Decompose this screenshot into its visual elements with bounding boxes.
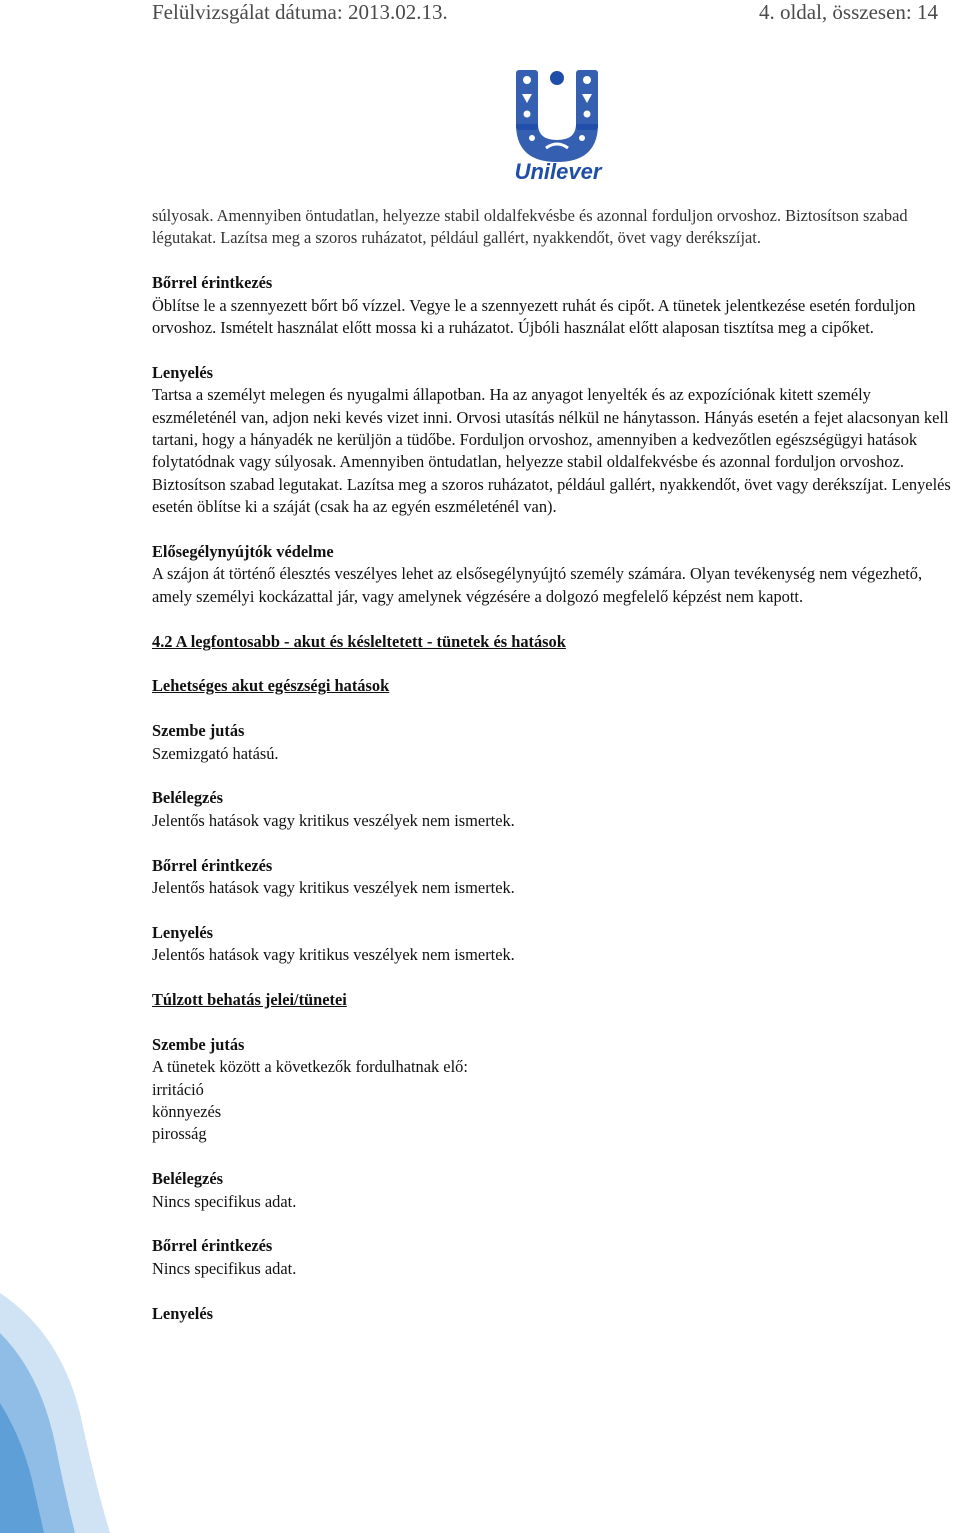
page-number: 4. oldal, összesen: 14 <box>758 0 938 24</box>
overexposure-skin-section <box>152 1235 957 1280</box>
acute-effects-title: Lehetséges akut egészségi hatások <box>152 676 390 696</box>
decorative-wave <box>0 1293 110 1533</box>
unilever-logo <box>506 66 610 182</box>
overexposure-ingestion-heading: Lenyelés <box>152 1303 214 1323</box>
overexposure-inhalation-section <box>152 1168 957 1213</box>
section-4-2-title-block <box>152 631 957 653</box>
review-date: Felülvizsgálat dátuma: 2013.02.13. <box>152 0 448 24</box>
acute-skin-heading: Bőrrel érintkezés <box>152 855 273 875</box>
acute-skin-section <box>152 855 957 900</box>
overexposure-title: Túlzott behatás jelei/tünetei <box>152 990 347 1010</box>
ingestion-heading: Lenyelés <box>152 362 214 382</box>
page-header <box>152 0 938 30</box>
acute-effects-title-block <box>152 675 957 697</box>
first-aid-protection-text: A szájon át történő élesztés veszélyes lehet az elsősegélynyújtó személy számára. Olyan tevékenység nem végezhető, amely személyi kockázattal jár, vagy amelynek végzésére a dolgozó megfelelő képzést nem kapott. <box>152 564 923 606</box>
ingestion-section <box>152 362 957 519</box>
acute-inhalation-heading: Belélegzés <box>152 788 223 808</box>
acute-ingestion-section <box>152 922 957 967</box>
skin-contact-section <box>152 272 957 339</box>
acute-ingestion-heading: Lenyelés <box>152 922 214 942</box>
ingestion-text: Tartsa a személyt melegen és nyugalmi állapotban. Ha az anyagot lenyelték és az expozíciónak kitett személy eszméleténél van, adjon neki kevés vizet inni. Orvosi utasítás nélkül ne hánytasson. Hányás esetén a fejet alacsonyan kell tartani, hogy a hányadék ne kerüljön a tüdőbe. Forduljon orvoshoz, amennyiben a kedvezőtlen egészségügyi hatások folytatódnak vagy súlyosak. Amennyiben öntudatlan, helyezze stabil oldalfekvésbe és azonnal forduljon orvoshoz. Biztosítson szabad legutakat. Lazítsa meg a szoros ruházatot, például gallért, nyakkendőt, övet vagy derékszíjat. Lenyelés esetén öblítse ki a száját (csak ha az egyén eszméleténél van). <box>152 385 951 517</box>
skin-contact-text: Öblítse le a szennyezett bőrt bő vízzel. Vegye le a szennyezett ruhát és cipőt. A tünetek jelentkezése esetén forduljon orvoshoz. Ismételt használat előtt mossa ki a ruházatot. Újbóli használat előtt alaposan tisztítsa meg a cipőket. <box>152 295 916 338</box>
first-aid-protection-heading: Elősegélynyújtók védelme <box>152 542 334 562</box>
acute-ingestion-text: Jelentős hatások vagy kritikus veszélyek nem ismertek. <box>152 945 515 965</box>
overexposure-skin-heading: Bőrrel érintkezés <box>152 1236 273 1256</box>
acute-eye-text: Szemizgató hatású. <box>152 743 279 763</box>
document-body <box>152 205 957 1347</box>
section-4-2-title: 4.2 A legfontosabb - akut és késleltetett - tünetek és hatások <box>152 631 566 651</box>
symptom-item: pirosság <box>152 1124 207 1144</box>
overexposure-eye-heading: Szembe jutás <box>152 1034 245 1054</box>
overexposure-ingestion-section <box>152 1303 957 1325</box>
acute-inhalation-text: Jelentős hatások vagy kritikus veszélyek nem ismertek. <box>152 810 515 830</box>
intro-paragraph: súlyosak. Amennyiben öntudatlan, helyezze stabil oldalfekvésbe és azonnal forduljon orvoshoz. Biztosítson szabad légutakat. Lazítsa meg a szoros ruházatot, például gallért, nyakkendőt, övet vagy derékszíjat. <box>152 206 908 248</box>
symptom-item: könnyezés <box>152 1102 222 1122</box>
overexposure-inhalation-text: Nincs specifikus adat. <box>152 1191 297 1211</box>
symptom-item: irritáció <box>152 1079 204 1099</box>
overexposure-eye-section <box>152 1034 957 1146</box>
overexposure-inhalation-heading: Belélegzés <box>152 1169 223 1189</box>
acute-skin-text: Jelentős hatások vagy kritikus veszélyek nem ismertek. <box>152 878 515 898</box>
overexposure-title-block <box>152 989 957 1011</box>
first-aid-protection-section <box>152 541 957 608</box>
logo-wordmark: Unilever <box>514 159 602 182</box>
acute-eye-heading: Szembe jutás <box>152 721 245 741</box>
overexposure-eye-intro: A tünetek között a következők fordulhatnak elő: <box>152 1057 468 1077</box>
acute-inhalation-section <box>152 787 957 832</box>
overexposure-skin-text: Nincs specifikus adat. <box>152 1258 297 1278</box>
skin-contact-heading: Bőrrel érintkezés <box>152 273 273 293</box>
acute-eye-section <box>152 720 957 765</box>
